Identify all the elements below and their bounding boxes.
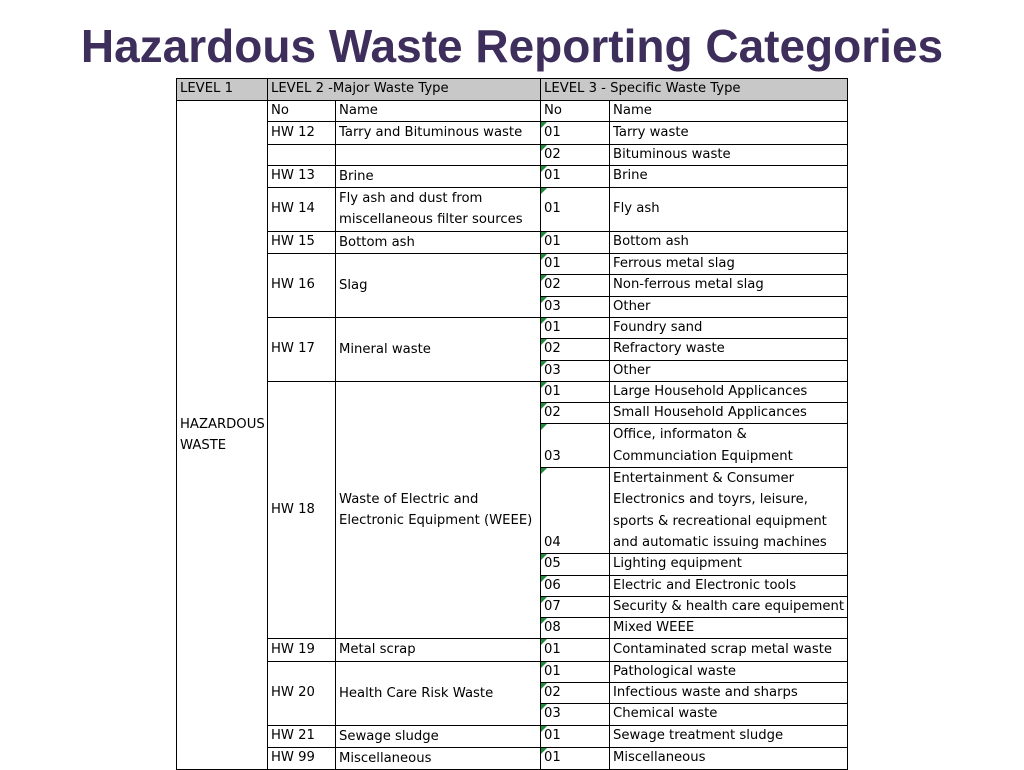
table-row [177, 639, 848, 661]
specific-type-name: Other [610, 296, 848, 317]
specific-type-no: 01 [541, 661, 610, 682]
table-row [177, 381, 848, 402]
waste-type-code: HW 15 [268, 231, 336, 253]
specific-type-name: Pathological waste [610, 661, 848, 682]
subheader-level3-no: No [541, 101, 610, 122]
specific-type-name: Fly ash [610, 188, 848, 232]
waste-type-code: HW 14 [268, 188, 336, 232]
specific-type-no: 01 [541, 231, 610, 253]
waste-type-code: HW 99 [268, 747, 336, 769]
specific-type-name: Security & health care equipement [610, 596, 848, 617]
specific-type-no: 01 [541, 317, 610, 338]
waste-type-name [336, 144, 541, 165]
header-level-1: LEVEL 1 [177, 79, 268, 101]
table-row [177, 231, 848, 253]
specific-type-name: Sewage treatment sludge [610, 725, 848, 747]
specific-type-no: 01 [541, 188, 610, 232]
specific-type-name: Small Household Applicances [610, 403, 848, 424]
subheader-level2-no: No [268, 101, 336, 122]
table-row [177, 188, 848, 232]
subheader-level3-name: Name [610, 101, 848, 122]
waste-type-code: HW 17 [268, 317, 336, 381]
header-level-3: LEVEL 3 - Specific Waste Type [541, 79, 848, 101]
specific-type-name: Infectious waste and sharps [610, 683, 848, 704]
specific-type-no: 01 [541, 725, 610, 747]
table-row [177, 317, 848, 338]
waste-type-name: Mineral waste [336, 317, 541, 381]
page-title: Hazardous Waste Reporting Categories [80, 20, 944, 72]
waste-type-name: Health Care Risk Waste [336, 661, 541, 725]
specific-type-no: 01 [541, 381, 610, 402]
specific-type-name: Large Household Applicances [610, 381, 848, 402]
subheader-row [177, 101, 848, 122]
waste-type-code: HW 20 [268, 661, 336, 725]
waste-type-code: HW 16 [268, 254, 336, 318]
specific-type-name: Office, informaton & Communciation Equipment [610, 424, 848, 468]
specific-type-no: 02 [541, 339, 610, 360]
subheader-level2-name: Name [336, 101, 541, 122]
waste-type-code: HW 21 [268, 725, 336, 747]
specific-type-no: 03 [541, 296, 610, 317]
specific-type-name: Foundry sand [610, 317, 848, 338]
waste-type-name: Metal scrap [336, 639, 541, 661]
waste-type-code: HW 12 [268, 122, 336, 144]
waste-type-code: HW 19 [268, 639, 336, 661]
specific-type-no: 04 [541, 468, 610, 554]
specific-type-no: 07 [541, 596, 610, 617]
specific-type-name: Lighting equipment [610, 554, 848, 575]
specific-type-no: 02 [541, 275, 610, 296]
specific-type-name: Non-ferrous metal slag [610, 275, 848, 296]
table-row [177, 725, 848, 747]
table-row [177, 144, 848, 165]
specific-type-name: Bituminous waste [610, 144, 848, 165]
specific-type-no: 01 [541, 122, 610, 144]
waste-categories-table [176, 78, 848, 770]
specific-type-name: Entertainment & Consumer Electronics and toyrs, leisure, sports & recreational equipment and automatic issuing machines [610, 468, 848, 554]
specific-type-name: Mixed WEEE [610, 618, 848, 639]
specific-type-no: 02 [541, 403, 610, 424]
specific-type-no: 02 [541, 144, 610, 165]
waste-type-name: Slag [336, 254, 541, 318]
specific-type-name: Other [610, 360, 848, 381]
waste-type-name: Tarry and Bituminous waste [336, 122, 541, 144]
waste-type-name: Waste of Electric and Electronic Equipment (WEEE) [336, 381, 541, 639]
table-row [177, 122, 848, 144]
waste-type-code: HW 13 [268, 165, 336, 187]
specific-type-no: 03 [541, 424, 610, 468]
waste-type-name: Bottom ash [336, 231, 541, 253]
specific-type-name: Ferrous metal slag [610, 254, 848, 275]
specific-type-name: Tarry waste [610, 122, 848, 144]
specific-type-no: 01 [541, 254, 610, 275]
table-body [177, 79, 848, 770]
header-row [177, 79, 848, 101]
waste-type-name: Brine [336, 165, 541, 187]
specific-type-name: Bottom ash [610, 231, 848, 253]
waste-type-name: Miscellaneous [336, 747, 541, 769]
table-row [177, 165, 848, 187]
specific-type-no: 08 [541, 618, 610, 639]
specific-type-name: Refractory waste [610, 339, 848, 360]
level-1-cell: HAZARDOUS WASTE [177, 101, 268, 770]
specific-type-name: Contaminated scrap metal waste [610, 639, 848, 661]
specific-type-name: Electric and Electronic tools [610, 575, 848, 596]
specific-type-no: 02 [541, 683, 610, 704]
specific-type-no: 03 [541, 360, 610, 381]
specific-type-no: 01 [541, 639, 610, 661]
specific-type-no: 03 [541, 704, 610, 725]
waste-type-name: Sewage sludge [336, 725, 541, 747]
waste-type-code [268, 144, 336, 165]
waste-type-code: HW 18 [268, 381, 336, 639]
specific-type-name: Miscellaneous [610, 747, 848, 769]
specific-type-name: Chemical waste [610, 704, 848, 725]
specific-type-no: 01 [541, 747, 610, 769]
table-row [177, 747, 848, 769]
table-row [177, 661, 848, 682]
specific-type-no: 01 [541, 165, 610, 187]
waste-type-name: Fly ash and dust from miscellaneous filter sources [336, 188, 541, 232]
header-level-2: LEVEL 2 -Major Waste Type [268, 79, 541, 101]
table-row [177, 254, 848, 275]
specific-type-name: Brine [610, 165, 848, 187]
specific-type-no: 06 [541, 575, 610, 596]
specific-type-no: 05 [541, 554, 610, 575]
